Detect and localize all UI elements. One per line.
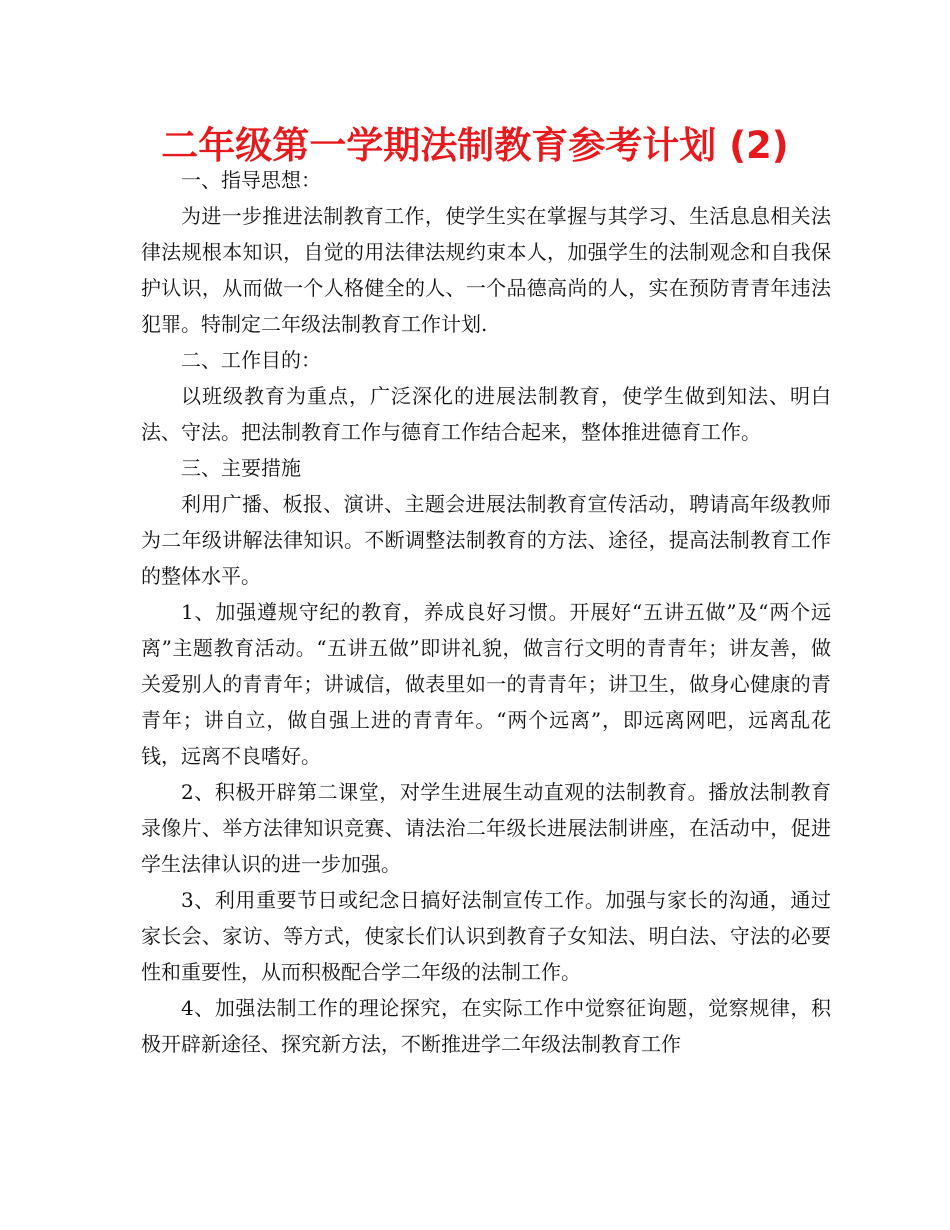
- paragraph: 4、加强法制工作的理论探究，在实际工作中觉察征询题，觉察规律，积极开辟新途径、探究新方法，不断推进学二年级法制教育工作: [141, 996, 831, 1056]
- paragraph: 利用广播、板报、演讲、主题会进展法制教育宣传活动，聘请高年级教师为二年级讲解法律知识。不断调整法制教育的方法、途径，提高法制教育工作的整体水平。: [141, 492, 831, 588]
- paragraph: 1、加强遵规守纪的教育，养成良好习惯。开展好“五讲五做”及“两个远离”主题教育活动。“五讲五做”即讲礼貌，做言行文明的青青年；讲友善，做关爱别人的青青年；讲诚信，做表里如一的青青年；讲卫生，做身心健康的青青年；讲自立，做自强上进的青青年。“两个远离”，即远离网吧，远离乱花钱，远离不良嗜好。: [141, 600, 831, 768]
- paragraph: 以班级教育为重点，广泛深化的进展法制教育，使学生做到知法、明白法、守法。把法制教育工作与德育工作结合起来，整体推进德育工作。: [141, 384, 831, 444]
- section-heading-guiding-ideology: 一、指导思想：: [181, 168, 321, 192]
- document-body: [141, 162, 831, 1062]
- section-heading-main-measures: 三、主要措施: [181, 456, 301, 480]
- section-heading-work-goal: 二、工作目的：: [181, 348, 321, 372]
- paragraph: 3、利用重要节日或纪念日搞好法制宣传工作。加强与家长的沟通，通过家长会、家访、等方式，使家长们认识到教育子女知法、明白法、守法的必要性和重要性，从而积极配合学二年级的法制工作。: [141, 888, 831, 984]
- paragraph: 为进一步推进法制教育工作，使学生实在掌握与其学习、生活息息相关法律法规根本知识，自觉的用法律法规约束本人，加强学生的法制观念和自我保护认识，从而做一个人格健全的人、一个品德高尚的人，实在预防青青年违法犯罪。特制定二年级法制教育工作计划.: [141, 204, 831, 336]
- paragraph: 2、积极开辟第二课堂，对学生进展生动直观的法制教育。播放法制教育录像片、举方法律知识竞赛、请法治二年级长进展法制讲座，在活动中，促进学生法律认识的进一步加强。: [141, 780, 831, 876]
- document-title: 二年级第一学期法制教育参考计划 (2): [161, 124, 789, 167]
